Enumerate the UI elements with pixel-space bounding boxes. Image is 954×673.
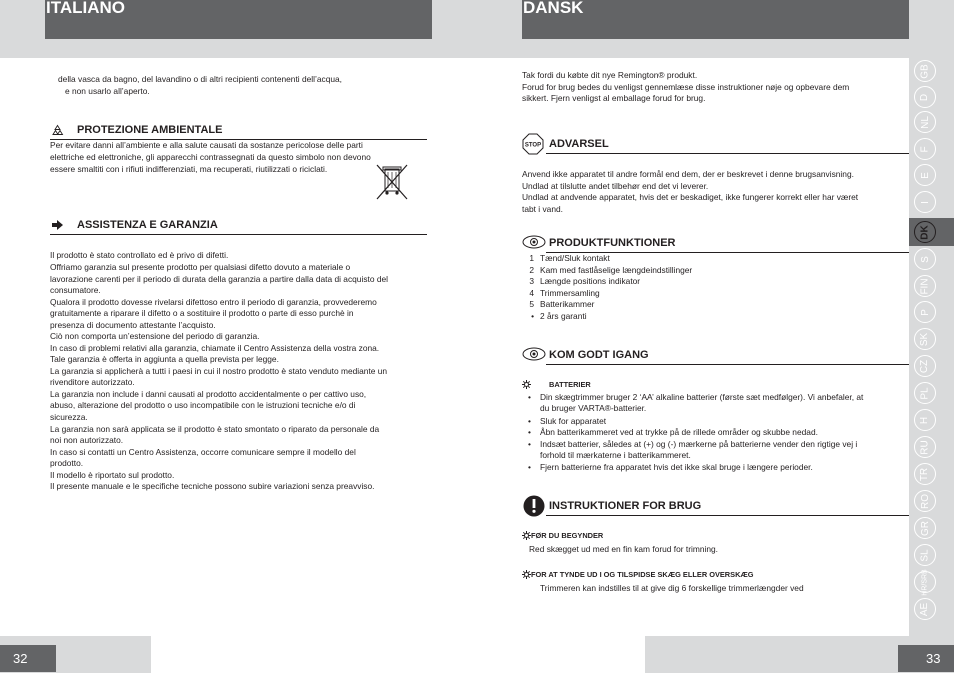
paragraph-line: La garanzia non sarà applicata se il prodotto è stato smontato o riparato da personale da	[50, 424, 380, 434]
exclamation-icon	[523, 495, 545, 517]
list-marker: 1	[529, 253, 534, 263]
bullet-line: du bruger VARTA®-batterier.	[540, 403, 647, 413]
list-item: Længde positions indikator	[540, 276, 641, 286]
list-item: Trimmersamling	[540, 288, 600, 298]
paragraph-line: consumatore.	[50, 285, 101, 295]
arrow-right-icon	[52, 220, 63, 230]
bullet-line: Sluk for apparatet	[540, 416, 607, 426]
bullet-marker: •	[528, 462, 531, 472]
paragraph-line: In caso si contatti un Centro Assistenza, occorre comunicare sempre il modello del	[50, 447, 356, 457]
section-heading-warranty: ASSISTENZA E GARANZIA	[77, 219, 218, 231]
subheading-batteries: BATTERIER	[549, 380, 591, 389]
paragraph-line: La garanzia non include i danni causati al prodotto accidentalmente o per cattivo uso,	[50, 389, 367, 399]
intro-line: Forud for brug bedes du venligst gennemlæse disse instruktioner nøje og opbevare dem	[522, 82, 850, 92]
language-tab-ro[interactable]: RO	[914, 490, 936, 512]
stop-sign-label: STOP	[524, 142, 542, 149]
language-sidebar	[909, 58, 954, 636]
eye-icon	[522, 235, 546, 249]
language-tab-sl[interactable]: SL	[914, 544, 936, 566]
bullet-marker: •	[528, 427, 531, 437]
paragraph-line: In caso di problemi relativi alla garanzia, chiamate il Centro Assistenza della vostra zona.	[50, 343, 380, 353]
paragraph-line: presenza di documento attestante l’acquisto.	[50, 320, 216, 330]
list-item: Kam med fastlåselige længdeindstillinger	[540, 265, 693, 275]
list-marker: 3	[529, 276, 534, 286]
gear-icon	[522, 531, 531, 540]
section-rule	[50, 234, 427, 235]
language-tab-ru[interactable]: RU	[914, 436, 936, 458]
paragraph-line: gratuitamente a riparare il difetto o a sostituire il prodotto o parte di esso purchè in	[50, 308, 354, 318]
gear-icon	[522, 380, 531, 389]
language-tab-i[interactable]: I	[914, 191, 936, 213]
paragraph-line: noi non autorizzato.	[50, 435, 124, 445]
language-tab-gr[interactable]: GR	[914, 517, 936, 539]
page-title-italiano: ITALIANO	[45, 0, 432, 39]
list-item: 2 års garanti	[540, 311, 587, 321]
language-tab-ae[interactable]: AE	[914, 598, 936, 620]
subheading-before-start: FØR DU BEGYNDER	[531, 531, 604, 540]
bullet-marker: •	[528, 392, 531, 402]
language-tab-sk[interactable]: SK	[914, 328, 936, 350]
intro-line: della vasca da bagno, del lavandino o di altri recipienti contenenti dell’acqua,	[58, 74, 343, 84]
section-rule	[546, 153, 909, 154]
intro-line: sikkert. Fjern venligst al emballage forud for brug.	[522, 93, 706, 103]
crossed-bin-icon	[375, 163, 409, 201]
list-item: Batterikammer	[540, 299, 595, 309]
paragraph-line: Red skægget ud med en fin kam forud for trimning.	[529, 544, 718, 554]
paragraph-line: Undlad at andvende apparatet, hvis det er beskadiget, ikke fungerer korrekt eller har været	[522, 192, 859, 202]
language-tab-p[interactable]: P	[914, 301, 936, 323]
bullet-line: Fjern batterierne fra apparatet hvis det ikke skal bruge i længere perioder.	[540, 462, 813, 472]
language-tab-fin[interactable]: FIN	[914, 275, 936, 297]
bullet-marker: •	[528, 439, 531, 449]
stop-sign-icon	[522, 133, 544, 155]
paragraph-line: Undlad at tilslutte andet tilbehør end det vi leverer.	[522, 181, 709, 191]
paragraph-line: Offriamo garanzia sul presente prodotto per qualsiasi difetto dovuto a materiale o	[50, 262, 351, 272]
section-rule	[546, 515, 909, 516]
paragraph-line: Tale garanzia è offerta in aggiunta a quella prevista per legge.	[50, 354, 279, 364]
paragraph-line: tabt i vand.	[522, 204, 563, 214]
bullet-line: forhold til mærkaterne i batterikammeret.	[540, 450, 691, 460]
paragraph-line: Il modello è riportato sul prodotto.	[50, 470, 175, 480]
recycle-icon	[51, 124, 64, 137]
paragraph-line: prodotto.	[50, 458, 84, 468]
subheading-thin-beard: FOR AT TYNDE UD I OG TILSPIDSE SKÆG ELLER OVERSKÆG	[531, 570, 754, 579]
bullet-line: Din skægtrimmer bruger 2 ‘AA’ alkaline batterier (første sæt medfølger). Vi anbefaler, at	[540, 392, 864, 402]
language-tab-hr-srb[interactable]: HR/SRB	[914, 571, 936, 593]
intro-line: Tak fordi du købte dit nye Remington® produkt.	[522, 70, 698, 80]
paragraph-line: abuso, alterazione del prodotto o uso incompatibile con le istruzioni tecniche e/o di	[50, 400, 356, 410]
list-marker: •	[531, 311, 534, 321]
language-tab-d[interactable]: D	[914, 86, 936, 108]
eye-icon	[522, 347, 546, 361]
section-heading-getting-started: KOM GODT IGANG	[549, 349, 649, 361]
page-number-right: 33	[898, 645, 954, 672]
bullet-marker: •	[528, 416, 531, 426]
section-heading-features: PRODUKTFUNKTIONER	[549, 237, 676, 249]
paragraph-line: essere smaltiti con i rifiuti indifferenziati, ma recuperati, riutilizzati o riciclati.	[50, 164, 328, 174]
paragraph-line: Qualora il prodotto dovesse rivelarsi difettoso entro il periodo di garanzia, provvederemo	[50, 297, 377, 307]
paragraph-line: Per evitare danni all’ambiente e alla salute causati da sostanze pericolose delle parti	[50, 140, 363, 150]
language-tab-pl[interactable]: PL	[914, 382, 936, 404]
language-tab-s[interactable]: S	[914, 248, 936, 270]
language-tab-h[interactable]: H	[914, 409, 936, 431]
language-tab-tr[interactable]: TR	[914, 463, 936, 485]
language-tab-dk[interactable]: DK	[914, 221, 936, 243]
gear-icon	[522, 570, 531, 579]
language-tab-e[interactable]: E	[914, 164, 936, 186]
paragraph-line: Il presente manuale e le specifiche tecniche possono subire variazioni senza preavviso.	[50, 481, 375, 491]
language-tab-nl[interactable]: NL	[914, 111, 936, 133]
page-number-left: 32	[0, 645, 56, 672]
section-rule	[546, 364, 909, 365]
page-title-dansk: DANSK	[522, 0, 909, 39]
list-marker: 5	[529, 299, 534, 309]
list-item: Tænd/Sluk kontakt	[540, 253, 610, 263]
section-heading-instructions: INSTRUKTIONER FOR BRUG	[549, 500, 702, 512]
intro-line: e non usarlo all’aperto.	[65, 86, 150, 96]
paragraph-line: sicurezza.	[50, 412, 88, 422]
list-marker: 2	[529, 265, 534, 275]
paragraph-line: Anvend ikke apparatet til andre formål end dem, der er beskrevet i denne brugsanvisning.	[522, 169, 854, 179]
paragraph-line: lavorazione carenti per il periodo di durata della garanzia a partire dalla data di acquisto del	[50, 274, 389, 284]
paragraph-line: Il prodotto è stato controllato ed è privo di difetti.	[50, 250, 229, 260]
paragraph-line: Ciò non comporta un’estensione del periodo di garanzia.	[50, 331, 260, 341]
paragraph-line: elettriche ed elettroniche, gli apparecchi contrassegnati da questo simbolo non devono	[50, 152, 371, 162]
paragraph-line: rivenditore autorizzato.	[50, 377, 135, 387]
bullet-line: Indsæt batterier, således at (+) og (-) mærkerne på batterierne vender den rigtige vej i	[540, 439, 858, 449]
language-tab-f[interactable]: F	[914, 138, 936, 160]
list-marker: 4	[529, 288, 534, 298]
bullet-line: Åbn batterikammeret ved at trykke på de rillede områder og skubbe nedad.	[540, 427, 818, 437]
paragraph-line: Trimmeren kan indstilles til at give dig 6 forskellige trimmerlængder ved	[540, 583, 804, 593]
section-heading-warning: ADVARSEL	[549, 138, 609, 150]
paragraph-line: La garanzia si applicherà a tutti i paesi in cui il nostro prodotto è stato venduto mediante un	[50, 366, 388, 376]
language-tab-cz[interactable]: CZ	[914, 355, 936, 377]
section-heading-environment: PROTEZIONE AMBIENTALE	[77, 124, 223, 136]
footer-gap	[151, 636, 645, 673]
language-tab-gb[interactable]: GB	[914, 60, 936, 82]
